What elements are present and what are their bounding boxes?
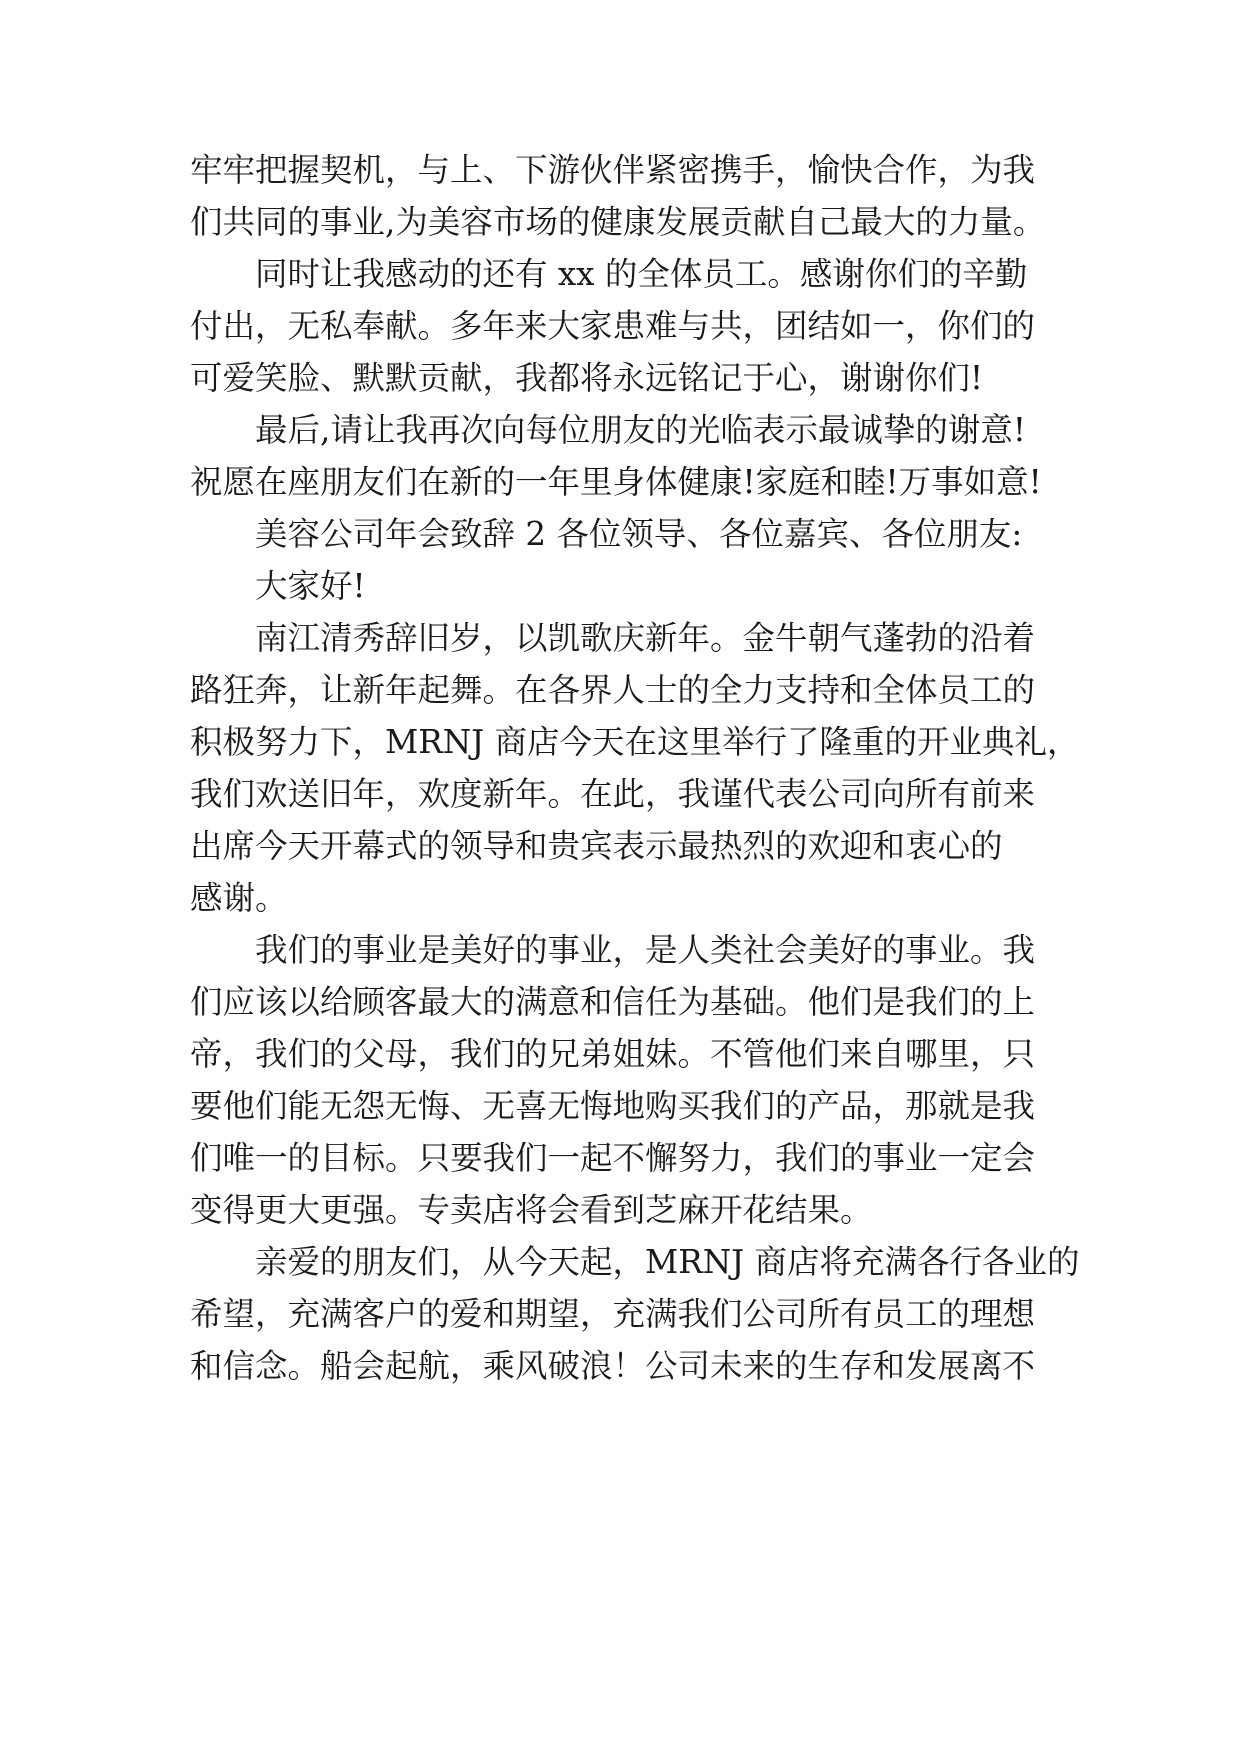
text-line: 美容公司年会致辞 2 各位领导、各位嘉宾、各位朋友: [255,515,1023,553]
text-line: 们共同的事业,为美容市场的健康发展贡献自己最大的力量。 [190,203,1046,241]
text-line: 们唯一的目标。只要我们一起不懈努力，我们的事业一定会 [190,1139,1036,1177]
text-line: 我们欢送旧年，欢度新年。在此，我谨代表公司向所有前来 [190,775,1036,813]
text-line: 变得更大更强。专卖店将会看到芝麻开花结果。 [190,1191,873,1229]
text-line: 大家好! [255,567,366,605]
text-line: 们应该以给顾客最大的满意和信任为基础。他们是我们的上 [190,983,1036,1021]
text-line: 出席今天开幕式的领导和贵宾表示最热烈的欢迎和衷心的 [190,827,1003,865]
text-line: 积极努力下，MRNJ 商店今天在这里举行了隆重的开业典礼， [190,723,1080,761]
text-line: 可爱笑脸、默默贡献，我都将永远铭记于心，谢谢你们! [190,359,984,397]
text-line: 要他们能无怨无悔、无喜无悔地购买我们的产品，那就是我 [190,1087,1036,1125]
text-line: 我们的事业是美好的事业，是人类社会美好的事业。我 [255,931,1036,969]
text-line: 和信念。船会起航，乘风破浪！公司未来的生存和发展离不 [190,1347,1036,1385]
text-line: 感谢。 [190,879,288,917]
text-line: 同时让我感动的还有 xx 的全体员工。感谢你们的辛勤 [255,255,1028,293]
text-line: 最后,请让我再次向每位朋友的光临表示最诚挚的谢意! [255,411,1026,449]
text-line: 牢牢把握契机，与上、下游伙伴紧密携手，愉快合作，为我 [190,151,1036,189]
text-line: 南江清秀辞旧岁，以凯歌庆新年。金牛朝气蓬勃的沿着 [255,619,1036,657]
text-line: 亲爱的朋友们，从今天起，MRNJ 商店将充满各行各业的 [255,1243,1080,1281]
text-line: 祝愿在座朋友们在新的一年里身体健康!家庭和睦!万事如意! [190,463,1042,501]
text-line: 帝，我们的父母，我们的兄弟姐妹。不管他们来自哪里，只 [190,1035,1036,1073]
text-line: 付出，无私奉献。多年来大家患难与共，团结如一，你们的 [190,307,1036,345]
text-line: 路狂奔，让新年起舞。在各界人士的全力支持和全体员工的 [190,671,1036,709]
text-line: 希望，充满客户的爱和期望，充满我们公司所有员工的理想 [190,1295,1036,1333]
